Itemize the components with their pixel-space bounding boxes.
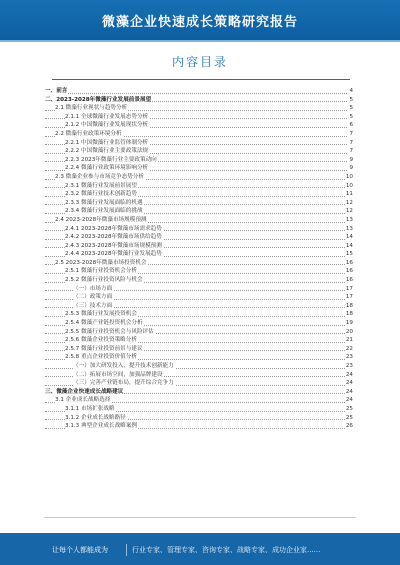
toc-entry-page: 14 (345, 234, 353, 241)
toc-entry-title: 2.5.2 微藻行业投资风险与机会 (65, 277, 143, 284)
toc-entry-title: 2.5.5 微藻行业投资机会与风险评估 (65, 328, 154, 335)
footer-tagline: 行业专家、管理专家、咨询专家、战略专家、成功企业家...... (132, 546, 321, 554)
toc-entry[interactable] (45, 310, 353, 319)
toc-entry[interactable] (45, 182, 353, 191)
toc-entry-title: 一、前言 (45, 88, 68, 94)
toc-entry-page: 15 (345, 251, 353, 258)
toc-entry-page: 24 (345, 380, 353, 387)
toc-entry-title: 2.4.3 2023-2028年微藻市场规模预测 (65, 242, 162, 249)
toc-entry-page: 26 (345, 423, 353, 430)
toc-entry-title: 3.1 企业成长战略选择 (55, 397, 111, 404)
toc-entry-title: 2.4.4 2023-2028年微藻行业发展趋势 (65, 251, 162, 258)
toc-entry[interactable] (45, 190, 353, 199)
toc-entry-title: 2.5.6 微藻企业投资策略分析 (65, 337, 137, 344)
toc-entry[interactable] (45, 379, 353, 388)
toc-entry-title: 2.5 2023-2028年微藻市场投资机会 (55, 259, 147, 266)
toc-entry-title: 2.1 微藻行业现状与趋势分析 (55, 105, 128, 112)
toc-entry[interactable] (45, 371, 353, 380)
toc-entry-page: 9 (349, 156, 353, 163)
toc-entry[interactable] (45, 242, 353, 251)
toc-entry-page: 11 (345, 191, 353, 198)
toc-entry-title: 2.5.7 微藻行业投资前景与建议 (65, 345, 143, 352)
toc-entry-page: 19 (345, 320, 353, 327)
toc-entry[interactable] (45, 388, 353, 397)
toc-entry-page: 20 (345, 328, 353, 335)
toc-entry[interactable] (45, 216, 353, 225)
toc-entry-title: 2.5.1 微藻行业投资机会分析 (65, 268, 137, 275)
toc-entry[interactable] (45, 113, 353, 122)
toc-entry-page: 24 (345, 388, 353, 395)
toc-entry-page: 22 (345, 345, 353, 352)
toc-entry-page: 14 (345, 242, 353, 249)
toc-entry-title: 2.1.2 中国微藻行业发展现状分析 (65, 122, 149, 129)
toc-entry-title: 2.2.4 微藻行业政策环境影响分析 (65, 165, 149, 172)
toc-entry-page: 5 (349, 96, 353, 103)
toc-entry[interactable] (45, 414, 353, 423)
toc-entry-page: 18 (345, 302, 353, 309)
footer-divider (44, 517, 356, 518)
toc-entry-page: 16 (345, 277, 353, 284)
table-of-contents (45, 87, 353, 431)
toc-entry[interactable] (45, 121, 353, 130)
toc-entry-page: 12 (345, 199, 353, 206)
toc-entry[interactable] (45, 164, 353, 173)
toc-entry-title: 2.2 微藻行业政策环境分析 (55, 130, 122, 137)
toc-entry[interactable] (45, 336, 353, 345)
toc-entry[interactable] (45, 396, 353, 405)
toc-entry-title: 2.3.3 微藻行业发展面临的机遇 (65, 199, 143, 206)
toc-entry-page: 12 (345, 208, 353, 215)
footer-bar (0, 533, 400, 565)
toc-entry-title: 2.4.2 2023-2028年微藻市场供给趋势 (65, 234, 162, 241)
toc-entry[interactable] (45, 96, 353, 105)
toc-entry-page: 24 (345, 371, 353, 378)
toc-entry-title: （二）拓展市场空间，加强品牌建设 (73, 371, 163, 378)
toc-entry-page: 23 (345, 354, 353, 361)
toc-entry[interactable] (45, 293, 353, 302)
toc-entry[interactable] (45, 207, 353, 216)
header-divider (0, 40, 400, 42)
toc-entry-title: 2.3 微藻企业参与市场竞争态势分析 (55, 173, 144, 180)
toc-entry-page: 16 (345, 259, 353, 266)
toc-entry-title: 2.4 2023-2028年微藻市场规模预测 (55, 216, 147, 223)
toc-entry-title: （三）完善产业链布局，提升综合竞争力 (73, 380, 174, 387)
toc-entry[interactable] (45, 345, 353, 354)
report-title: 微藻企业快速成长策略研究报告 (101, 15, 298, 30)
toc-leader-dots (45, 93, 347, 94)
toc-entry[interactable] (45, 259, 353, 268)
toc-entry-title: 3.1.1 市场扩张战略 (65, 405, 115, 412)
toc-entry[interactable] (45, 353, 353, 362)
toc-entry[interactable] (45, 302, 353, 311)
toc-entry-page: 5 (349, 105, 353, 112)
toc-entry-title: 2.5.3 微藻行业发展投资机会 (65, 311, 137, 318)
toc-entry-page: 10 (345, 173, 353, 180)
toc-entry-title: 三、微藻企业快速成长战略建议 (45, 388, 124, 395)
toc-entry[interactable] (45, 250, 353, 259)
toc-entry-title: 2.1.1 全球微藻行业发展态势分析 (65, 113, 149, 120)
toc-entry-page: 13 (345, 216, 353, 223)
toc-entry-page: 21 (345, 337, 353, 344)
toc-entry-page: 5 (349, 113, 353, 120)
toc-entry-page: 18 (345, 311, 353, 318)
toc-entry[interactable] (45, 87, 353, 96)
toc-entry-page: 10 (345, 182, 353, 189)
toc-entry-page: 4 (349, 88, 353, 94)
toc-entry-page: 7 (349, 139, 353, 146)
toc-entry-page: 25 (345, 405, 353, 412)
toc-entry-title: 二、2023-2028年微藻行业发展前景展望 (45, 96, 152, 103)
toc-entry-page: 9 (349, 165, 353, 172)
toc-title: 内容目录 (171, 55, 228, 69)
toc-entry[interactable] (45, 405, 353, 414)
toc-entry[interactable] (45, 104, 353, 113)
toc-entry-page: 17 (345, 285, 353, 292)
header-bar (0, 0, 400, 40)
toc-entry-title: 2.3.2 微藻行业技术创新趋势 (65, 191, 137, 198)
footer-separator (126, 544, 127, 556)
toc-entry-page: 7 (349, 130, 353, 137)
toc-entry-title: 2.2.1 中国微藻行业监管体制分析 (65, 139, 149, 146)
toc-entry-title: 2.4.1 2023-2028年微藻市场需求趋势 (65, 225, 162, 232)
toc-title-underline (52, 79, 350, 80)
toc-entry-page: 6 (349, 122, 353, 129)
footer-slogan: 让每个人都能成为 (52, 546, 108, 554)
toc-entry-page: 13 (345, 225, 353, 232)
toc-entry-title: （一）加大研发投入，提升技术创新能力 (73, 363, 174, 369)
toc-entry-title: 2.2.3 2023年微藻行业主要政策动向 (65, 156, 157, 163)
toc-entry-page: 16 (345, 268, 353, 275)
toc-entry[interactable] (45, 267, 353, 276)
toc-entry-title: （三）技术方面 (73, 302, 113, 309)
toc-entry-title: 2.3.4 微藻行业发展面临的挑战 (65, 208, 143, 215)
toc-entry[interactable] (45, 139, 353, 148)
toc-entry[interactable] (45, 225, 353, 234)
toc-entry[interactable] (45, 362, 353, 371)
toc-entry[interactable] (45, 156, 353, 165)
toc-entry[interactable] (45, 328, 353, 337)
toc-entry-title: 2.5.8 重点企业投资价值分析 (65, 354, 137, 361)
toc-entry-title: 3.1.3 典型企业成长战略案例 (65, 423, 137, 430)
toc-entry[interactable] (45, 276, 353, 285)
toc-entry[interactable] (45, 199, 353, 208)
toc-entry-page: 23 (345, 363, 353, 369)
toc-entry[interactable] (45, 319, 353, 328)
toc-entry-title: （一）市场方面 (73, 285, 113, 292)
toc-entry-page: 24 (345, 397, 353, 404)
toc-entry-page: 25 (345, 414, 353, 421)
toc-entry-title: （二）政策方面 (73, 294, 113, 301)
toc-entry[interactable] (45, 422, 353, 431)
toc-entry[interactable] (45, 233, 353, 242)
toc-entry-title: 2.5.4 微藻产业链投资机会分析 (65, 320, 143, 327)
toc-entry-page: 7 (349, 148, 353, 155)
toc-entry[interactable] (45, 285, 353, 294)
toc-entry[interactable] (45, 147, 353, 156)
toc-entry-page: 17 (345, 294, 353, 301)
toc-entry-title: 2.2.2 中国微藻行业主要政策法规 (65, 148, 149, 155)
toc-entry[interactable] (45, 173, 353, 182)
toc-entry-title: 2.3.1 微藻行业发展前景展望 (65, 182, 137, 189)
toc-entry[interactable] (45, 130, 353, 139)
toc-entry-title: 3.1.2 企业成长战略路径 (65, 414, 126, 421)
